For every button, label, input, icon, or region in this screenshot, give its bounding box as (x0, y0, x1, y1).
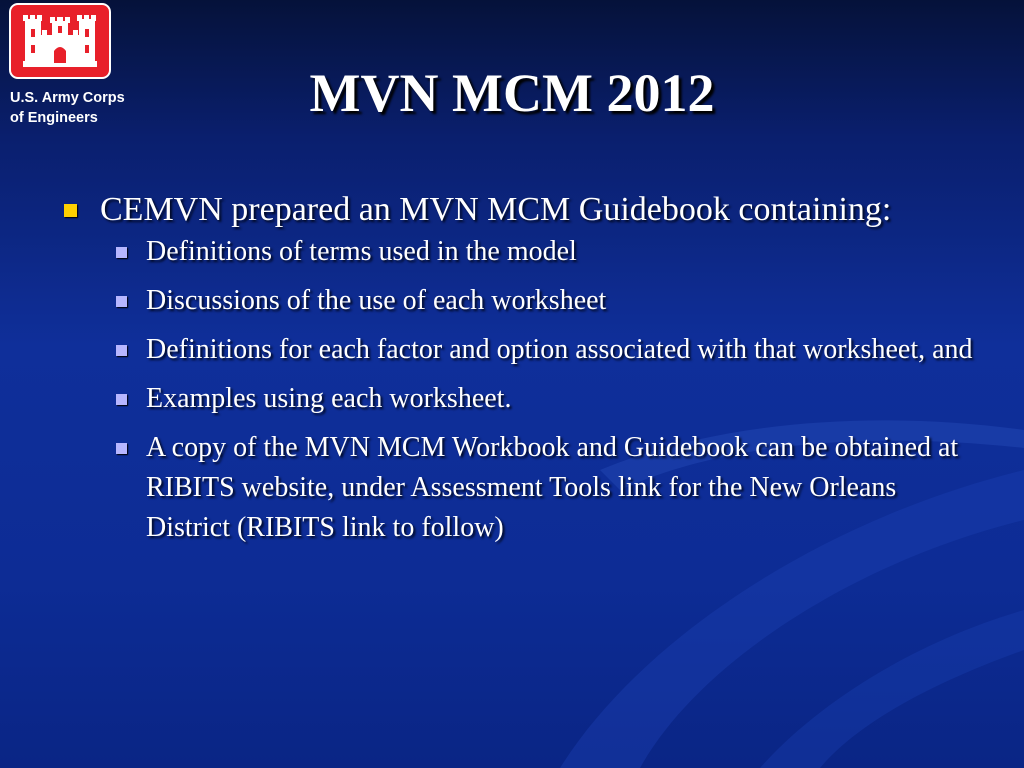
square-bullet-icon (64, 204, 77, 217)
sub-bullet-text: A copy of the MVN MCM Workbook and Guidebook can be obtained at RIBITS website, under Assessment Tools link for the New Orleans District (RIBITS link to follow) (146, 432, 959, 543)
square-bullet-icon (116, 394, 127, 405)
main-bullet-item (58, 188, 978, 232)
square-bullet-icon (116, 443, 127, 454)
sub-bullet-text: Definitions for each factor and option associated with that worksheet, and (146, 334, 973, 365)
sub-bullet-item (58, 428, 978, 548)
main-bullet-text: CEMVN prepared an MVN MCM Guidebook containing: (100, 191, 892, 228)
sub-bullet-item (58, 330, 978, 370)
square-bullet-icon (116, 296, 127, 307)
sub-bullet-list (58, 232, 978, 548)
square-bullet-icon (116, 345, 127, 356)
logo-caption: U.S. Army Corps of Engineers (10, 90, 125, 126)
sub-bullet-text: Definitions of terms used in the model (146, 236, 577, 267)
sub-bullet-text: Discussions of the use of each worksheet (146, 285, 607, 316)
square-bullet-icon (116, 247, 127, 258)
sub-bullet-item (58, 379, 978, 419)
slide-title: MVN MCM 2012 (309, 63, 715, 123)
sub-bullet-text: Examples using each worksheet. (146, 383, 512, 414)
slide-content (58, 188, 978, 548)
sub-bullet-item (58, 281, 978, 321)
sub-bullet-item (58, 232, 978, 272)
